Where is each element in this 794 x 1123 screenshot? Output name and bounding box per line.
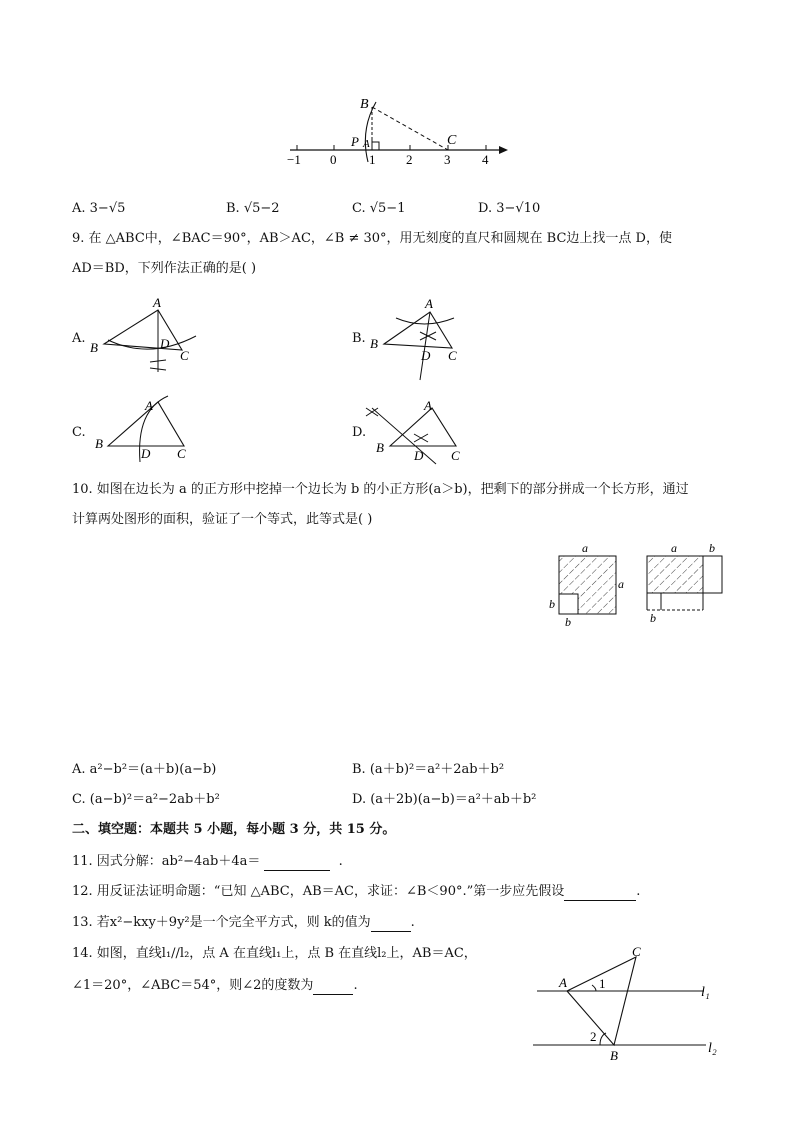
q10-label-a-top-right: a xyxy=(671,541,677,555)
q8-tick-label: 1 xyxy=(369,152,376,167)
q14-label-angle2: 2 xyxy=(590,1029,597,1044)
q14-label-l2: l₂ xyxy=(708,1041,717,1056)
q9-option-d[interactable]: D. xyxy=(352,425,367,440)
q9d-label-b: B xyxy=(376,440,384,455)
q14-label-b: B xyxy=(610,1048,618,1063)
q9-option-c[interactable]: C. xyxy=(72,425,86,440)
q10-label-a-right: a xyxy=(618,577,624,591)
q8-option-d[interactable]: D. 3−√10 xyxy=(478,201,541,216)
q8-tick-label: 0 xyxy=(330,152,337,167)
q8-tick-label: 3 xyxy=(444,152,451,167)
section2-heading: 二、填空题：本题共 5 小题，每小题 3 分，共 15 分。 xyxy=(72,822,396,837)
q9a-label-b: B xyxy=(90,340,98,355)
q8-tick-label: −1 xyxy=(287,152,301,167)
q9d-label-c: C xyxy=(451,448,460,463)
q9b-label-c: C xyxy=(448,348,457,363)
q9-option-b[interactable]: B. xyxy=(352,331,366,346)
q9-option-a[interactable]: A. xyxy=(72,331,86,346)
q8-tick-label: 4 xyxy=(482,152,489,167)
q9b-label-d: D xyxy=(421,348,431,363)
q8-label-a: A xyxy=(363,138,370,150)
q8-option-c[interactable]: C. √5−1 xyxy=(352,201,406,216)
q9-stem-line1: 9. 在 △ABC中，∠BAC＝90°，AB＞AC，∠B ≠ 30°，用无刻度的直尺和圆规在 BC边上找一点 D，使 xyxy=(72,231,672,246)
q10-label-b-left: b xyxy=(549,597,555,611)
q10-label-b-bottom: b xyxy=(565,615,571,629)
q10-label-b-top-right: b xyxy=(709,541,715,555)
q10-stem-line2: 计算两处图形的面积，验证了一个等式，此等式是( ) xyxy=(72,512,373,527)
q13-text: 13. 若x²−kxy＋9y²是一个完全平方式，则 k的值为 xyxy=(72,915,371,930)
q13-tail: . xyxy=(410,915,415,930)
q9a-label-a: A xyxy=(153,295,161,310)
q8-label-p: P xyxy=(351,134,359,149)
q9a-label-c: C xyxy=(180,348,189,363)
q8-option-b[interactable]: B. √5−2 xyxy=(226,201,280,216)
q10-option-b[interactable]: B. (a＋b)²＝a²＋2ab＋b² xyxy=(352,762,505,777)
q14-line1: 14. 如图，直线l₁//l₂，点 A 在直线l₁上，点 B 在直线l₂上，AB＝AC， xyxy=(72,946,477,961)
q14-tail: . xyxy=(353,978,358,993)
q10-label-a-top-left: a xyxy=(582,541,588,555)
q12-text: 12. 用反证法证明命题：“已知 △ABC，AB＝AC，求证：∠B＜90°.”第一步应先假设 xyxy=(72,884,565,899)
q14-label-c: C xyxy=(632,944,641,959)
q8-tick-label: 2 xyxy=(406,152,413,167)
q9c-label-d: D xyxy=(141,446,151,461)
q9-stem-line2: AD＝BD，下列作法正确的是( ) xyxy=(72,261,257,276)
q9b-label-b: B xyxy=(370,336,378,351)
q9c-label-b: B xyxy=(95,436,103,451)
q8-label-b: B xyxy=(360,97,369,112)
q9d-label-d: D xyxy=(414,448,424,463)
q14-label-angle1: 1 xyxy=(599,976,606,991)
q14-label-l1: l₁ xyxy=(701,985,710,1000)
q12-tail: . xyxy=(636,884,641,899)
q9a-label-d: D xyxy=(160,336,170,351)
q11-tail: . xyxy=(338,854,343,869)
q10-option-a[interactable]: A. a²−b²＝(a＋b)(a−b) xyxy=(72,762,217,777)
q10-label-b-bottom-right: b xyxy=(650,611,656,625)
q11-text: 11. 因式分解：ab²−4ab＋4a＝ xyxy=(72,854,261,869)
q14-label-a: A xyxy=(559,975,567,990)
q14-text: ∠1＝20°，∠ABC＝54°，则∠2的度数为 xyxy=(72,978,314,993)
q10-option-d[interactable]: D. (a＋2b)(a−b)＝a²＋ab＋b² xyxy=(352,792,537,807)
q8-option-a[interactable]: A. 3−√5 xyxy=(72,201,126,216)
q9c-label-a: A xyxy=(145,398,153,413)
q10-option-c[interactable]: C. (a−b)²＝a²−2ab＋b² xyxy=(72,792,220,807)
q9c-label-c: C xyxy=(177,446,186,461)
q8-label-c: C xyxy=(447,133,457,148)
q10-stem-line1: 10. 如图在边长为 a 的正方形中挖掉一个边长为 b 的小正方形(a＞b)，把剩下的部分拼成一个长方形，通过 xyxy=(72,482,689,497)
q9b-label-a: A xyxy=(425,296,433,311)
q9d-label-a: A xyxy=(424,398,432,413)
